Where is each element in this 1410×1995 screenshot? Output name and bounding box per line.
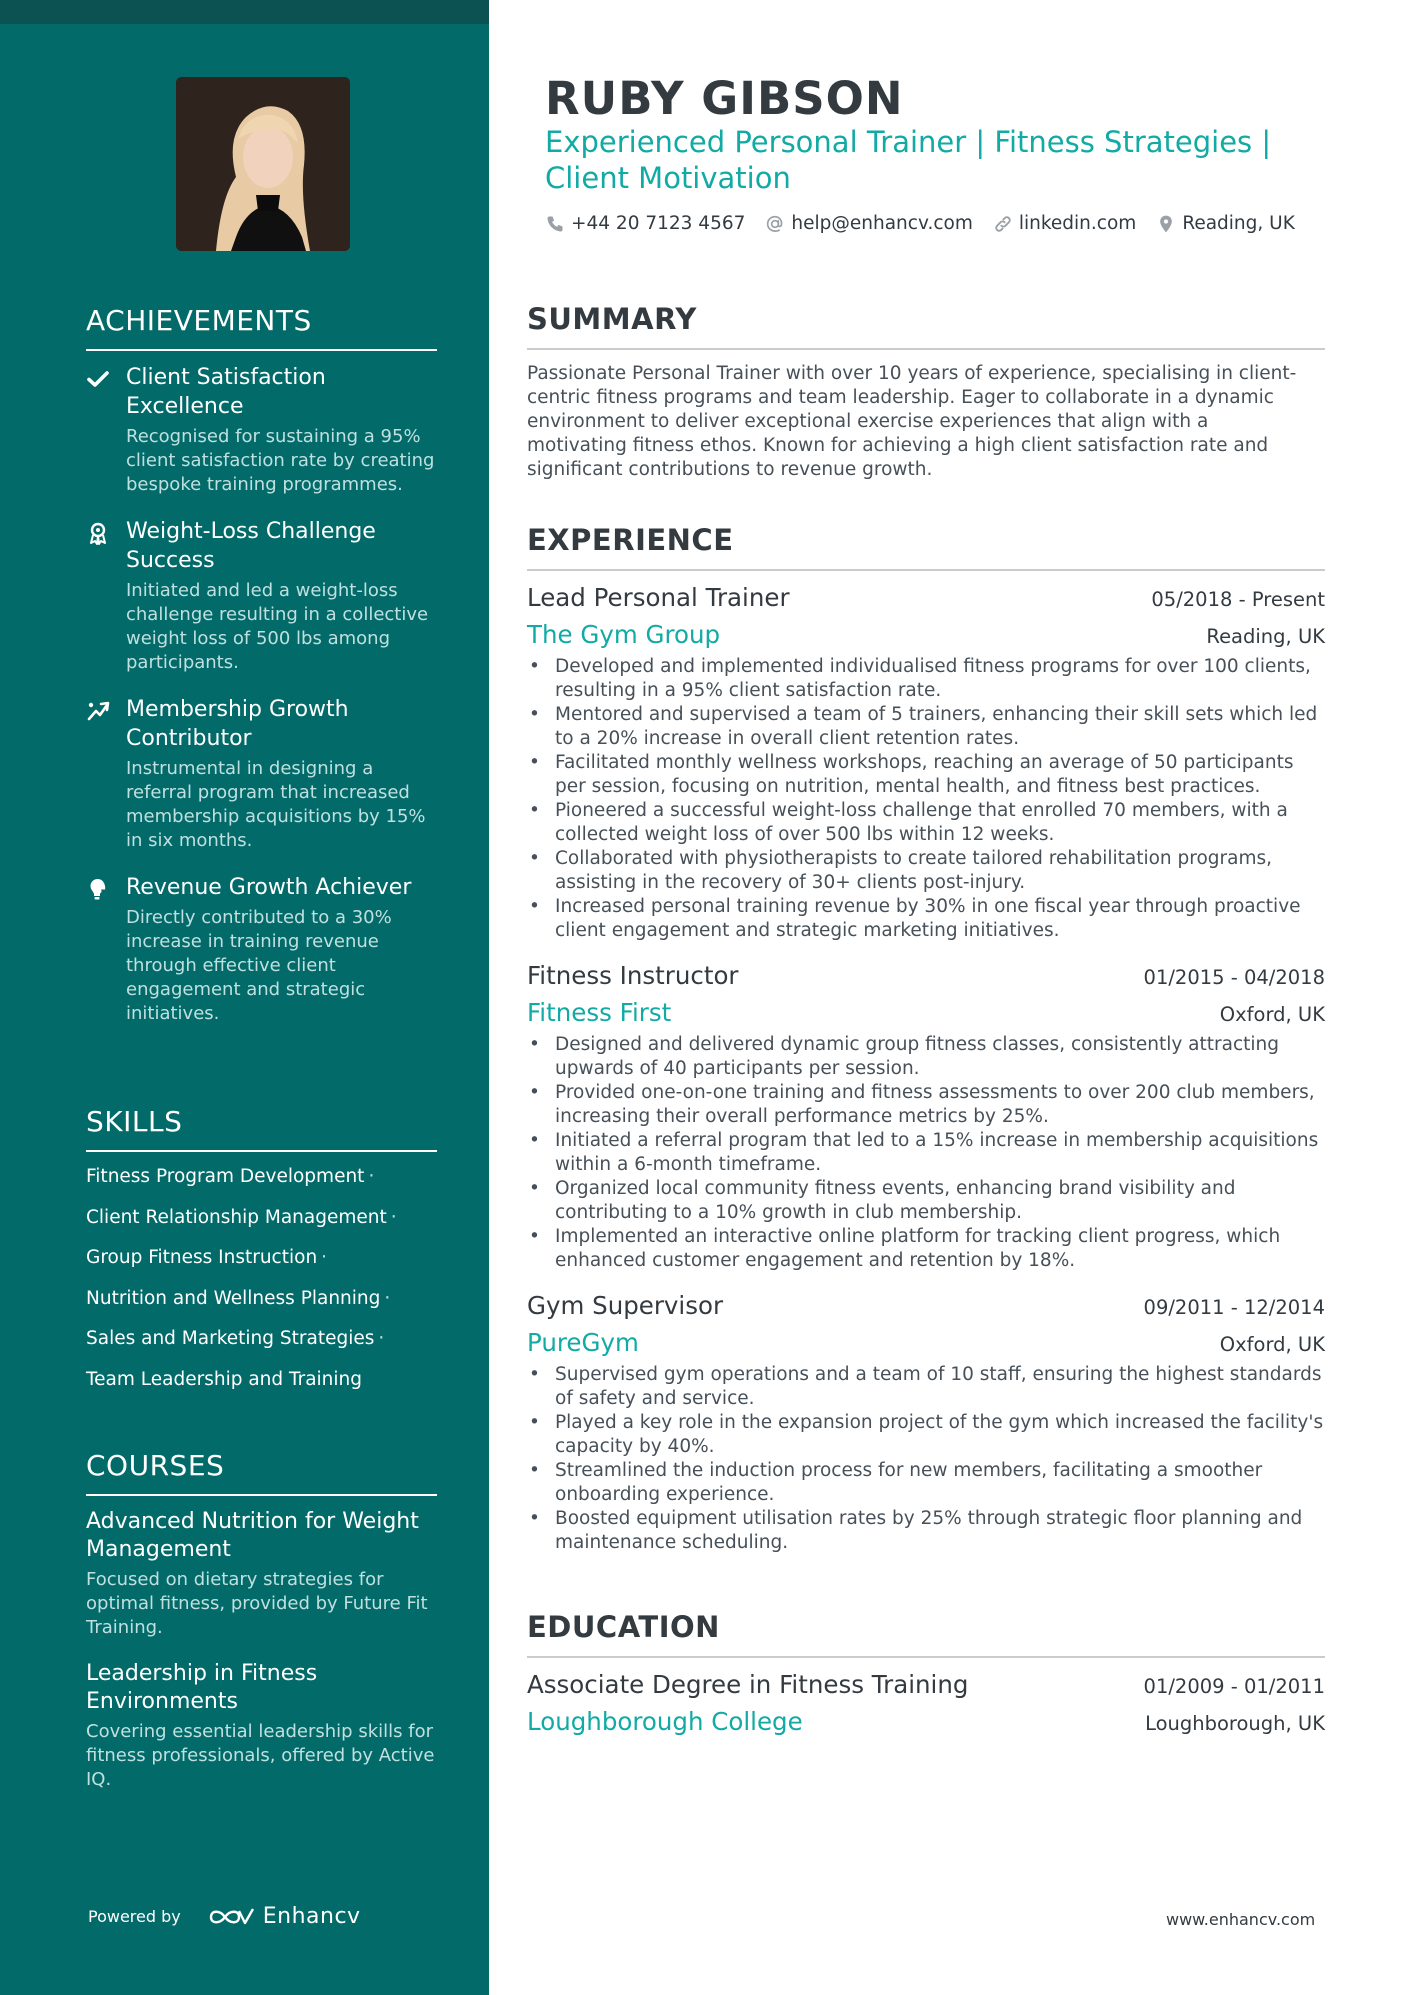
- at-icon: [765, 214, 785, 234]
- achievements-list: [86, 363, 437, 1026]
- achievement-description: Initiated and led a weight-loss challenge resulting in a collective weight loss of 500 lbs among participants.: [126, 580, 429, 673]
- achievement-item: [86, 695, 437, 853]
- skill-item: Group Fitness Instruction ·: [86, 1247, 328, 1268]
- job-location: Oxford, UK: [1219, 1003, 1325, 1026]
- contact-email[interactable]: help@enhancv.com: [765, 213, 972, 234]
- job-bullets: [527, 655, 1325, 943]
- achievement-title: Weight-Loss Challenge Success: [126, 519, 376, 573]
- course-item: [86, 1660, 437, 1792]
- education-location: Loughborough, UK: [1145, 1712, 1325, 1735]
- education-school: Loughborough College: [527, 1707, 803, 1736]
- courses-section: [86, 1449, 437, 1812]
- job-bullet: • Organized local community fitness events, enhancing brand visibility and contributing to a 10% growth in club membership.: [527, 1177, 1325, 1225]
- job-bullet: • Boosted equipment utilisation rates by 25% through strategic floor planning and maintenance scheduling.: [527, 1507, 1325, 1555]
- skill-item: Client Relationship Management ·: [86, 1206, 397, 1228]
- website-link[interactable]: www.enhancv.com: [1166, 1910, 1316, 1929]
- contact-phone[interactable]: +44 20 7123 4567: [545, 213, 745, 234]
- job-bullet: • Collaborated with physiotherapists to create tailored rehabilitation programs, assisting in the recovery of 30+ clients post-injury.: [527, 847, 1325, 895]
- contact-bar: [545, 213, 1315, 234]
- course-item: [86, 1508, 437, 1640]
- experience-heading: EXPERIENCE: [527, 523, 1325, 571]
- education-section: [527, 1610, 1325, 1736]
- experience-section: [527, 523, 1325, 1555]
- job-bullet: • Implemented an interactive online platform for tracking client progress, which enhanced customer engagement and retention by 18%.: [527, 1225, 1325, 1273]
- course-description: Focused on dietary strategies for optimal fitness, provided by Future Fit Training.: [86, 1569, 428, 1638]
- job-bullet: • Pioneered a successful weight-loss challenge that enrolled 70 members, with a collected weight loss of over 500 lbs within 12 weeks.: [527, 799, 1325, 847]
- achievement-description: Instrumental in designing a referral program that increased membership acquisitions by 15% in six months.: [126, 758, 426, 851]
- education-heading: EDUCATION: [527, 1610, 1325, 1658]
- skills-list: [86, 1164, 437, 1392]
- job-company: PureGym: [527, 1328, 639, 1357]
- job-bullet: • Mentored and supervised a team of 5 trainers, enhancing their skill sets which led to a 20% increase in overall client retention rates.: [527, 703, 1325, 751]
- job-title: Fitness Instructor: [527, 961, 739, 990]
- achievement-description: Recognised for sustaining a 95% client satisfaction rate by creating bespoke training programmes.: [126, 426, 435, 495]
- contact-linkedin[interactable]: linkedin.com: [993, 213, 1136, 234]
- job-header: [527, 961, 1325, 990]
- enhancv-logo-icon: [207, 1905, 255, 1929]
- job-bullet: • Provided one-on-one training and fitness assessments to over 200 club members, increasing their overall performance metrics by 25%.: [527, 1081, 1325, 1129]
- courses-heading: COURSES: [86, 1449, 437, 1496]
- job-bullets: [527, 1033, 1325, 1273]
- enhancv-logo[interactable]: [207, 1904, 361, 1929]
- job-company: The Gym Group: [527, 620, 721, 649]
- sidebar-top-bar: [0, 0, 489, 24]
- main-content: [527, 0, 1325, 1995]
- contact-location: Reading, UK: [1156, 213, 1295, 234]
- phone-icon: [545, 214, 565, 234]
- skill-item: Sales and Marketing Strategies ·: [86, 1328, 385, 1349]
- achievement-title: Membership Growth Contributor: [126, 697, 349, 751]
- summary-text: Passionate Personal Trainer with over 10 years of experience, specialising in client-centric fitness programs and team leadership. Eager to collaborate in a dynamic environment to deliver exceptional exercise experiences that align with a motivating fitness ethos. Known for achieving a high client satisfaction rate and significant contributions to revenue growth.: [527, 363, 1297, 480]
- job-bullet: • Played a key role in the expansion project of the gym which increased the facility's capacity by 40%.: [527, 1411, 1325, 1459]
- enhancv-brand: Enhancv: [262, 1904, 361, 1929]
- education-header: [527, 1670, 1325, 1699]
- job-bullet: • Facilitated monthly wellness workshops, reaching an average of 50 participants per session, focusing on nutrition, mental health, and fitness best practices.: [527, 751, 1325, 799]
- job-bullet: • Increased personal training revenue by 30% in one fiscal year through proactive client engagement and strategic marketing initiatives.: [527, 895, 1325, 943]
- job-location: Reading, UK: [1206, 625, 1325, 648]
- skill-separator: ·: [390, 1206, 397, 1228]
- skill-separator: ·: [321, 1247, 328, 1268]
- skill-item: Team Leadership and Training: [86, 1368, 363, 1390]
- link-icon: [993, 214, 1013, 234]
- skill-item: Nutrition and Wellness Planning ·: [86, 1287, 391, 1309]
- job-dates: 05/2018 - Present: [1151, 588, 1325, 611]
- job-title: Gym Supervisor: [527, 1291, 724, 1320]
- powered-by: [88, 1904, 361, 1929]
- growth-icon: [86, 699, 110, 723]
- profile-photo: [176, 77, 350, 251]
- skills-heading: SKILLS: [86, 1105, 437, 1152]
- education-dates: 01/2009 - 01/2011: [1143, 1675, 1325, 1698]
- candidate-name: RUBY GIBSON: [545, 72, 904, 125]
- achievement-item: [86, 517, 437, 675]
- job-dates: 01/2015 - 04/2018: [1143, 966, 1325, 989]
- skill-item: Fitness Program Development ·: [86, 1166, 375, 1187]
- skill-separator: ·: [384, 1287, 391, 1309]
- job-subheader: [527, 998, 1325, 1027]
- summary-section: [527, 302, 1325, 482]
- achievements-heading: ACHIEVEMENTS: [86, 304, 437, 351]
- education-degree: Associate Degree in Fitness Training: [527, 1670, 969, 1699]
- education-subheader: [527, 1707, 1325, 1736]
- achievement-title: Revenue Growth Achiever: [126, 875, 412, 900]
- course-title: Leadership in Fitness Environments: [86, 1661, 318, 1714]
- checkmark-icon: [86, 367, 110, 391]
- sidebar: [0, 0, 489, 1995]
- achievement-title: Client Satisfaction Excellence: [126, 365, 326, 419]
- job-entry: [527, 1291, 1325, 1555]
- lightbulb-icon: [86, 877, 110, 901]
- powered-by-label: Powered by: [88, 1907, 181, 1926]
- job-company: Fitness First: [527, 998, 672, 1027]
- job-bullet: • Initiated a referral program that led to a 15% increase in membership acquisitions within a 6-month timeframe.: [527, 1129, 1325, 1177]
- job-bullet: • Supervised gym operations and a team of 10 staff, ensuring the highest standards of safety and service.: [527, 1363, 1325, 1411]
- job-dates: 09/2011 - 12/2014: [1143, 1296, 1325, 1319]
- job-entry: [527, 583, 1325, 943]
- achievement-item: [86, 873, 437, 1026]
- job-bullets: [527, 1363, 1325, 1555]
- skill-separator: ·: [368, 1166, 375, 1187]
- education-entry: [527, 1670, 1325, 1736]
- job-title: Lead Personal Trainer: [527, 583, 790, 612]
- achievement-item: [86, 363, 437, 497]
- job-entry: [527, 961, 1325, 1273]
- award-icon: [86, 521, 110, 545]
- course-description: Covering essential leadership skills for fitness professionals, offered by Active IQ.: [86, 1721, 435, 1790]
- achievements-section: [86, 304, 437, 1046]
- course-title: Advanced Nutrition for Weight Management: [86, 1509, 419, 1562]
- job-subheader: [527, 620, 1325, 649]
- job-subheader: [527, 1328, 1325, 1357]
- summary-heading: SUMMARY: [527, 302, 1325, 350]
- job-header: [527, 1291, 1325, 1320]
- candidate-headline: Experienced Personal Trainer | Fitness Strategies | Client Motivation: [545, 125, 1272, 195]
- job-bullet: • Designed and delivered dynamic group fitness classes, consistently attracting upwards of 40 participants per session.: [527, 1033, 1325, 1081]
- job-location: Oxford, UK: [1219, 1333, 1325, 1356]
- job-header: [527, 583, 1325, 612]
- skills-section: [86, 1105, 437, 1407]
- skill-separator: ·: [378, 1328, 385, 1349]
- job-bullet: • Streamlined the induction process for new members, facilitating a smoother onboarding experience.: [527, 1459, 1325, 1507]
- location-pin-icon: [1156, 214, 1176, 234]
- job-bullet: • Developed and implemented individualised fitness programs for over 100 clients, resulting in a 95% client satisfaction rate.: [527, 655, 1325, 703]
- achievement-description: Directly contributed to a 30% increase in training revenue through effective client engagement and strategic initiatives.: [126, 907, 392, 1024]
